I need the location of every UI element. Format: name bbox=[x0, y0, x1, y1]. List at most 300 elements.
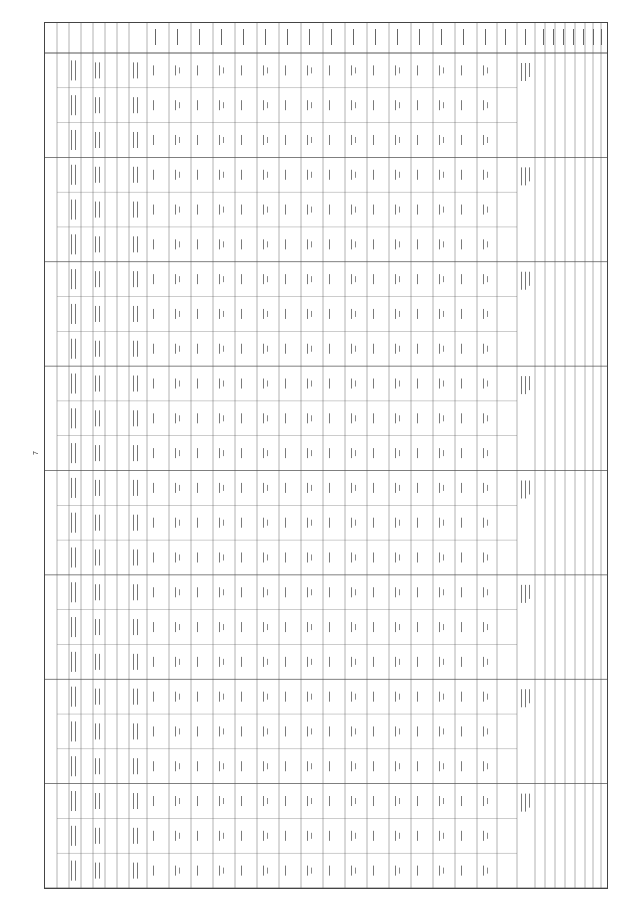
cell-text bbox=[241, 761, 242, 771]
cell-text bbox=[267, 241, 268, 247]
cell-text bbox=[267, 137, 268, 143]
cell-text bbox=[241, 379, 242, 389]
cell-text bbox=[373, 483, 374, 493]
cell-text bbox=[443, 346, 444, 352]
cell-text bbox=[223, 659, 224, 665]
cell-text bbox=[461, 587, 462, 597]
cell-text bbox=[219, 309, 220, 319]
cell-text bbox=[399, 172, 400, 178]
header-text bbox=[593, 29, 594, 45]
cell-text bbox=[241, 100, 242, 110]
cell-text bbox=[355, 207, 356, 213]
cell-text bbox=[311, 207, 312, 213]
cell-text bbox=[179, 276, 180, 282]
cell-text bbox=[285, 100, 286, 110]
cell-text bbox=[307, 309, 308, 319]
description-text bbox=[71, 547, 72, 567]
cell-text bbox=[487, 415, 488, 421]
cell-text bbox=[307, 866, 308, 876]
cell-text bbox=[417, 379, 418, 389]
cell-text bbox=[439, 622, 440, 632]
description-text bbox=[71, 861, 72, 881]
description-text bbox=[71, 721, 72, 741]
cell-text bbox=[175, 344, 176, 354]
cell-text bbox=[307, 65, 308, 75]
description-text bbox=[95, 306, 96, 322]
description-text bbox=[99, 863, 100, 879]
cell-text bbox=[285, 274, 286, 284]
header-text bbox=[573, 29, 574, 45]
cell-text bbox=[351, 379, 352, 389]
cell-text bbox=[285, 622, 286, 632]
cell-text bbox=[179, 381, 180, 387]
right-column-text bbox=[529, 272, 530, 286]
cell-text bbox=[355, 241, 356, 247]
header-text bbox=[543, 29, 544, 45]
cell-text bbox=[329, 379, 330, 389]
description-text bbox=[75, 478, 76, 498]
description-text bbox=[71, 95, 72, 115]
cell-text bbox=[329, 657, 330, 667]
cell-text bbox=[267, 694, 268, 700]
cell-text bbox=[399, 868, 400, 874]
cell-text bbox=[175, 170, 176, 180]
cell-text bbox=[153, 657, 154, 667]
description-text bbox=[99, 376, 100, 392]
right-column-text bbox=[521, 63, 522, 81]
cell-text bbox=[197, 309, 198, 319]
cell-text bbox=[153, 170, 154, 180]
cell-text bbox=[197, 170, 198, 180]
header-text bbox=[287, 29, 288, 45]
description-text bbox=[133, 723, 134, 739]
description-text bbox=[133, 167, 134, 183]
cell-text bbox=[311, 868, 312, 874]
description-text bbox=[99, 619, 100, 635]
cell-text bbox=[395, 379, 396, 389]
description-text bbox=[137, 410, 138, 426]
description-text bbox=[137, 689, 138, 705]
cell-text bbox=[373, 657, 374, 667]
header-text bbox=[199, 29, 200, 45]
cell-text bbox=[439, 448, 440, 458]
cell-text bbox=[175, 413, 176, 423]
cell-text bbox=[219, 726, 220, 736]
description-text bbox=[95, 584, 96, 600]
cell-text bbox=[355, 589, 356, 595]
cell-text bbox=[461, 379, 462, 389]
description-text bbox=[133, 341, 134, 357]
cell-text bbox=[483, 379, 484, 389]
cell-text bbox=[179, 763, 180, 769]
header-text bbox=[331, 29, 332, 45]
cell-text bbox=[241, 309, 242, 319]
header-text bbox=[353, 29, 354, 45]
cell-text bbox=[483, 552, 484, 562]
cell-text bbox=[311, 694, 312, 700]
description-text bbox=[99, 132, 100, 148]
cell-text bbox=[373, 518, 374, 528]
description-text bbox=[133, 584, 134, 600]
description-text bbox=[75, 304, 76, 324]
cell-text bbox=[241, 483, 242, 493]
description-text bbox=[133, 515, 134, 531]
cell-text bbox=[373, 65, 374, 75]
description-text bbox=[99, 689, 100, 705]
cell-text bbox=[153, 135, 154, 145]
cell-text bbox=[263, 309, 264, 319]
cell-text bbox=[219, 831, 220, 841]
cell-text bbox=[351, 65, 352, 75]
cell-text bbox=[395, 413, 396, 423]
description-text bbox=[75, 165, 76, 185]
cell-text bbox=[351, 761, 352, 771]
cell-text bbox=[219, 657, 220, 667]
cell-text bbox=[417, 309, 418, 319]
right-column-text bbox=[521, 481, 522, 499]
cell-text bbox=[461, 344, 462, 354]
cell-text bbox=[197, 796, 198, 806]
cell-text bbox=[373, 135, 374, 145]
cell-text bbox=[285, 657, 286, 667]
cell-text bbox=[263, 587, 264, 597]
cell-text bbox=[373, 761, 374, 771]
cell-text bbox=[351, 100, 352, 110]
description-text bbox=[75, 339, 76, 359]
description-text bbox=[133, 271, 134, 287]
cell-text bbox=[439, 796, 440, 806]
cell-text bbox=[439, 274, 440, 284]
cell-text bbox=[311, 589, 312, 595]
cell-text bbox=[285, 448, 286, 458]
cell-text bbox=[197, 483, 198, 493]
cell-text bbox=[197, 448, 198, 458]
right-column-text bbox=[521, 689, 522, 707]
description-text bbox=[75, 582, 76, 602]
cell-text bbox=[267, 728, 268, 734]
cell-text bbox=[439, 726, 440, 736]
cell-text bbox=[373, 379, 374, 389]
cell-text bbox=[461, 413, 462, 423]
cell-text bbox=[417, 831, 418, 841]
cell-text bbox=[329, 761, 330, 771]
cell-text bbox=[263, 657, 264, 667]
cell-text bbox=[223, 520, 224, 526]
cell-text bbox=[417, 761, 418, 771]
cell-text bbox=[487, 520, 488, 526]
cell-text bbox=[311, 415, 312, 421]
cell-text bbox=[267, 311, 268, 317]
cell-text bbox=[487, 589, 488, 595]
cell-text bbox=[355, 868, 356, 874]
cell-text bbox=[285, 831, 286, 841]
cell-text bbox=[241, 518, 242, 528]
cell-text bbox=[219, 379, 220, 389]
cell-text bbox=[241, 831, 242, 841]
cell-text bbox=[351, 796, 352, 806]
cell-text bbox=[285, 379, 286, 389]
cell-text bbox=[197, 274, 198, 284]
cell-text bbox=[417, 657, 418, 667]
description-text bbox=[95, 480, 96, 496]
cell-text bbox=[329, 309, 330, 319]
cell-text bbox=[241, 622, 242, 632]
cell-text bbox=[355, 763, 356, 769]
cell-text bbox=[399, 137, 400, 143]
description-text bbox=[133, 689, 134, 705]
cell-text bbox=[267, 207, 268, 213]
cell-text bbox=[263, 100, 264, 110]
cell-text bbox=[355, 659, 356, 665]
cell-text bbox=[395, 518, 396, 528]
cell-text bbox=[399, 346, 400, 352]
cell-text bbox=[351, 135, 352, 145]
cell-text bbox=[355, 624, 356, 630]
cell-text bbox=[267, 833, 268, 839]
cell-text bbox=[443, 207, 444, 213]
right-column-text bbox=[521, 794, 522, 812]
cell-text bbox=[439, 100, 440, 110]
description-text bbox=[75, 652, 76, 672]
header-text bbox=[419, 29, 420, 45]
cell-text bbox=[483, 100, 484, 110]
cell-text bbox=[439, 413, 440, 423]
cell-text bbox=[307, 344, 308, 354]
cell-text bbox=[307, 100, 308, 110]
description-text bbox=[99, 410, 100, 426]
description-text bbox=[75, 374, 76, 394]
cell-text bbox=[285, 170, 286, 180]
right-column-text bbox=[529, 376, 530, 390]
cell-text bbox=[483, 135, 484, 145]
cell-text bbox=[179, 589, 180, 595]
cell-text bbox=[223, 624, 224, 630]
cell-text bbox=[351, 866, 352, 876]
description-text bbox=[95, 619, 96, 635]
description-text bbox=[71, 617, 72, 637]
cell-text bbox=[373, 413, 374, 423]
cell-text bbox=[179, 554, 180, 560]
cell-text bbox=[307, 205, 308, 215]
description-text bbox=[137, 132, 138, 148]
description-text bbox=[71, 234, 72, 254]
description-text bbox=[75, 200, 76, 220]
cell-text bbox=[197, 205, 198, 215]
cell-text bbox=[439, 205, 440, 215]
description-text bbox=[75, 547, 76, 567]
cell-text bbox=[487, 207, 488, 213]
cell-text bbox=[223, 415, 224, 421]
cell-text bbox=[395, 100, 396, 110]
cell-text bbox=[241, 866, 242, 876]
cell-text bbox=[267, 102, 268, 108]
cell-text bbox=[461, 552, 462, 562]
header-text bbox=[553, 29, 554, 45]
cell-text bbox=[439, 587, 440, 597]
cell-text bbox=[285, 239, 286, 249]
description-text bbox=[133, 480, 134, 496]
cell-text bbox=[417, 552, 418, 562]
cell-text bbox=[175, 552, 176, 562]
right-column-text bbox=[521, 167, 522, 185]
cell-text bbox=[219, 170, 220, 180]
cell-text bbox=[461, 448, 462, 458]
description-text bbox=[95, 167, 96, 183]
cell-text bbox=[373, 239, 374, 249]
cell-text bbox=[175, 379, 176, 389]
cell-text bbox=[179, 659, 180, 665]
cell-text bbox=[175, 518, 176, 528]
cell-text bbox=[487, 798, 488, 804]
cell-text bbox=[175, 761, 176, 771]
rotated-data-table bbox=[44, 22, 608, 889]
description-text bbox=[95, 202, 96, 218]
cell-text bbox=[351, 657, 352, 667]
cell-text bbox=[483, 65, 484, 75]
page-number: 7 bbox=[33, 451, 40, 455]
cell-text bbox=[197, 657, 198, 667]
cell-text bbox=[179, 868, 180, 874]
cell-text bbox=[153, 309, 154, 319]
cell-text bbox=[373, 866, 374, 876]
cell-text bbox=[267, 485, 268, 491]
cell-text bbox=[285, 483, 286, 493]
cell-text bbox=[461, 622, 462, 632]
cell-text bbox=[443, 102, 444, 108]
cell-text bbox=[417, 65, 418, 75]
cell-text bbox=[175, 692, 176, 702]
cell-text bbox=[373, 726, 374, 736]
description-text bbox=[133, 828, 134, 844]
description-text bbox=[71, 165, 72, 185]
cell-text bbox=[461, 761, 462, 771]
cell-text bbox=[373, 796, 374, 806]
cell-text bbox=[175, 135, 176, 145]
description-text bbox=[75, 513, 76, 533]
cell-text bbox=[179, 694, 180, 700]
cell-text bbox=[263, 866, 264, 876]
header-text bbox=[375, 29, 376, 45]
description-text bbox=[137, 828, 138, 844]
description-text bbox=[71, 652, 72, 672]
description-text bbox=[99, 654, 100, 670]
cell-text bbox=[263, 135, 264, 145]
cell-text bbox=[355, 694, 356, 700]
cell-text bbox=[263, 622, 264, 632]
description-text bbox=[75, 687, 76, 707]
cell-text bbox=[329, 239, 330, 249]
cell-text bbox=[399, 102, 400, 108]
description-text bbox=[99, 341, 100, 357]
cell-text bbox=[355, 311, 356, 317]
cell-text bbox=[329, 552, 330, 562]
cell-text bbox=[241, 552, 242, 562]
cell-text bbox=[355, 520, 356, 526]
description-text bbox=[137, 723, 138, 739]
cell-text bbox=[219, 622, 220, 632]
cell-text bbox=[487, 311, 488, 317]
cell-text bbox=[153, 518, 154, 528]
cell-text bbox=[417, 866, 418, 876]
description-text bbox=[95, 723, 96, 739]
cell-text bbox=[373, 692, 374, 702]
description-text bbox=[95, 132, 96, 148]
right-column-text bbox=[529, 481, 530, 495]
description-text bbox=[99, 445, 100, 461]
cell-text bbox=[395, 483, 396, 493]
cell-text bbox=[395, 587, 396, 597]
cell-text bbox=[351, 205, 352, 215]
description-text bbox=[95, 863, 96, 879]
cell-text bbox=[487, 659, 488, 665]
cell-text bbox=[355, 728, 356, 734]
cell-text bbox=[373, 170, 374, 180]
cell-text bbox=[285, 692, 286, 702]
cell-text bbox=[307, 239, 308, 249]
cell-text bbox=[395, 309, 396, 319]
cell-text bbox=[443, 763, 444, 769]
cell-text bbox=[443, 624, 444, 630]
cell-text bbox=[443, 172, 444, 178]
right-column-text bbox=[525, 585, 526, 603]
cell-text bbox=[175, 483, 176, 493]
description-text bbox=[71, 478, 72, 498]
description-text bbox=[99, 723, 100, 739]
cell-text bbox=[461, 100, 462, 110]
cell-text bbox=[311, 311, 312, 317]
description-text bbox=[99, 271, 100, 287]
right-column-text bbox=[525, 167, 526, 185]
description-text bbox=[75, 95, 76, 115]
cell-text bbox=[483, 274, 484, 284]
cell-text bbox=[395, 866, 396, 876]
cell-text bbox=[153, 761, 154, 771]
description-text bbox=[75, 756, 76, 776]
cell-text bbox=[153, 866, 154, 876]
right-column-text bbox=[521, 272, 522, 290]
description-text bbox=[71, 374, 72, 394]
cell-text bbox=[329, 135, 330, 145]
cell-text bbox=[329, 518, 330, 528]
cell-text bbox=[487, 346, 488, 352]
cell-text bbox=[487, 554, 488, 560]
cell-text bbox=[219, 587, 220, 597]
description-text bbox=[133, 410, 134, 426]
cell-text bbox=[179, 415, 180, 421]
cell-text bbox=[417, 518, 418, 528]
description-text bbox=[137, 793, 138, 809]
cell-text bbox=[153, 65, 154, 75]
cell-text bbox=[267, 276, 268, 282]
cell-text bbox=[487, 450, 488, 456]
cell-text bbox=[329, 100, 330, 110]
cell-text bbox=[373, 587, 374, 597]
cell-text bbox=[355, 276, 356, 282]
cell-text bbox=[461, 796, 462, 806]
cell-text bbox=[399, 241, 400, 247]
cell-text bbox=[263, 239, 264, 249]
cell-text bbox=[311, 485, 312, 491]
description-text bbox=[133, 376, 134, 392]
cell-text bbox=[219, 552, 220, 562]
description-text bbox=[75, 721, 76, 741]
cell-text bbox=[267, 589, 268, 595]
cell-text bbox=[355, 450, 356, 456]
cell-text bbox=[373, 309, 374, 319]
cell-text bbox=[351, 274, 352, 284]
description-text bbox=[99, 480, 100, 496]
cell-text bbox=[461, 518, 462, 528]
